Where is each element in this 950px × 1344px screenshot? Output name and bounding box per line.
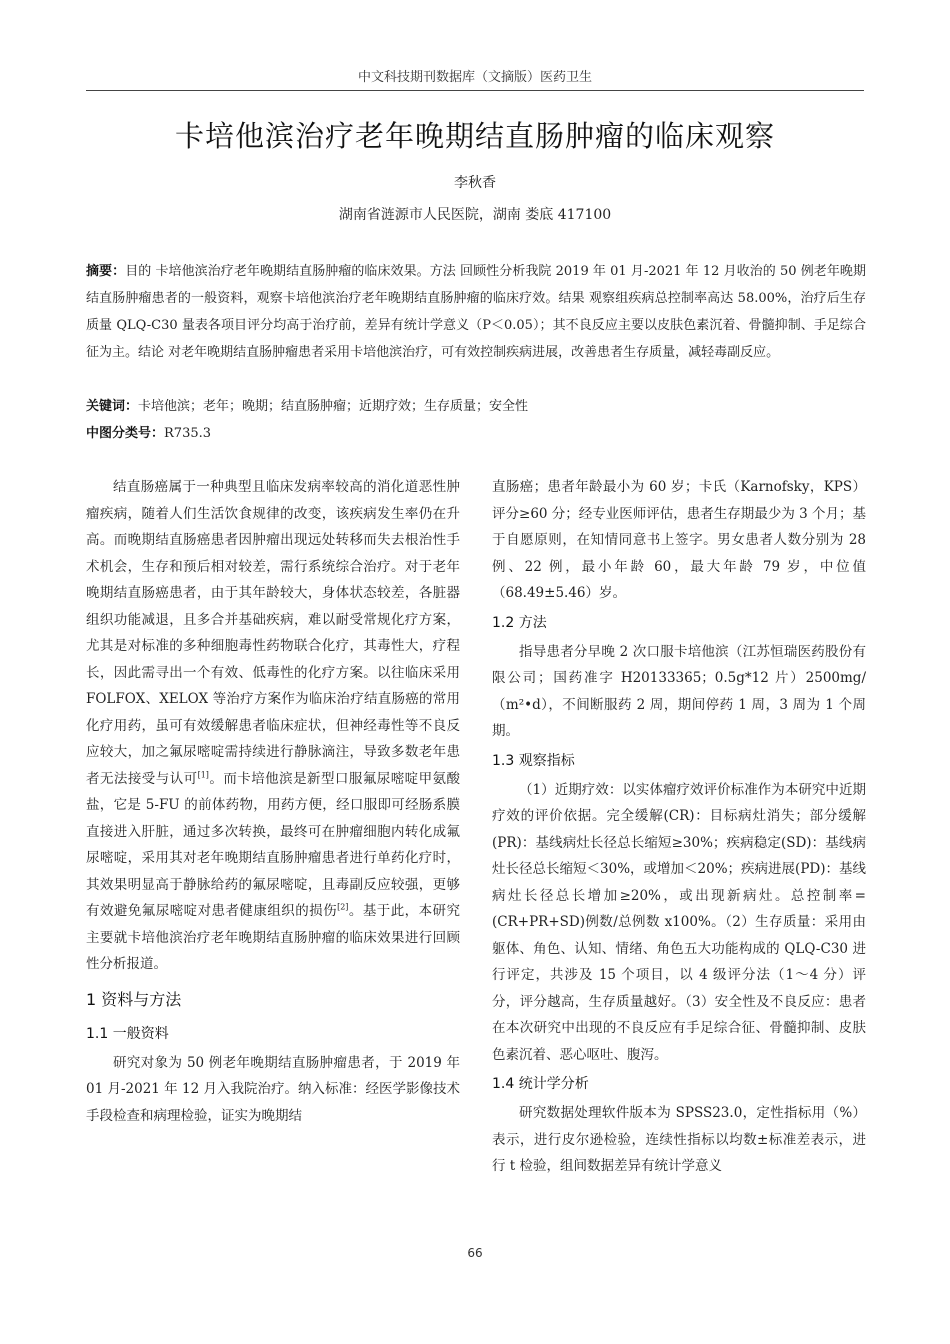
keywords-text: 卡培他滨；老年；晚期；结直肠肿瘤；近期疗效；生存质量；安全性 (138, 399, 529, 414)
keywords (86, 393, 866, 420)
intro-text-part3: 。基于此，本研究主要就卡培他滨治疗老年晚期结直肠肿瘤的临床效果进行回顾性分析报道。 (86, 903, 461, 972)
abstract (86, 258, 866, 366)
citation-2: [2] (337, 902, 349, 912)
clc-text: R735.3 (164, 426, 212, 441)
left-column (86, 474, 460, 1129)
general-data-paragraph: 研究对象为 50 例老年晚期结直肠肿瘤患者，于 2019 年 01 月-2021 年 12 月入我院治疗。纳入标准：经医学影像技术手段检查和病理检验，证实为晚期结 (86, 1054, 460, 1124)
abstract-text: 目的 卡培他滨治疗老年晚期结直肠肿瘤的临床效果。方法 回顾性分析我院 2019 年 01 月-2021 年 12 月收治的 50 例老年晚期结直肠肿瘤患者的一般资料，观察卡培他滨治疗老年晚期结直肠肿瘤的临床疗效。结果 观察组疾病总控制率高达 58.00%，治疗后生存质量 QLQ-C30 量表各项目评分均高于治疗前，差异有统计学意义（P＜0.05）；其不良反应主要以皮肤色素沉着、骨髓抑制、手足综合征为主。结论 对老年晚期结直肠肿瘤患者采用卡培他滨治疗，可有效控制疾病进展，改善患者生存质量，减轻毒副反应。 (86, 264, 866, 360)
section-heading-1-1: 1.1 一般资料 (86, 1025, 169, 1042)
article-affiliation: 湖南省涟源市人民医院，湖南 娄底 417100 (338, 207, 612, 223)
section-heading-1-3: 1.3 观察指标 (492, 752, 575, 769)
clc-label: 中图分类号： (86, 426, 165, 441)
section-heading-1: 1 资料与方法 (86, 989, 182, 1009)
intro-text-part2: 。而卡培他滨是新型口服氟尿嘧啶甲氨酸盐，它是 5-FU 的前体药物，用药方便，经口服即可经肠系膜直接进入肝脏，通过多次转换，最终可在肿瘤细胞内转化成氟尿嘧啶，采用其对老年晚期结直肠肿瘤患者进行单药化疗时，其效果明显高于静脉给药的氟尿嘧啶，且毒副反应较强，更够有效避免氟尿嘧啶对患者健康组织的损伤 (86, 770, 461, 919)
general-data-continued: 直肠癌；患者年龄最小为 60 岁；卡氏（Karnofsky，KPS）评分≥60 分；经专业医师评估，患者生存期最少为 3 个月；基于自愿原则，在知情同意书上签字。男女患者人数分别为 28 例、22 例，最小年龄 60，最大年龄 79 岁，中位值（68.49±5.46）岁。 (492, 479, 866, 601)
classification-number (86, 420, 866, 447)
keywords-label: 关键词： (86, 399, 139, 414)
page-number: 66 (467, 1246, 483, 1260)
method-paragraph: 指导患者分早晚 2 次口服卡培他滨（江苏恒瑞医药股份有限公司；国药准字 H20133365；0.5g*12 片）2500mg/（m²•d），不间断服药 2 周，期间停药 1 周，3 周为 1 个周期。 (492, 643, 866, 739)
section-heading-1-2: 1.2 方法 (492, 614, 547, 631)
indicators-paragraph: （1）近期疗效：以实体瘤疗效评价标准作为本研究中近期疗效的评价依据。完全缓解(CR)：目标病灶消失；部分缓解(PR)：基线病灶长径总长缩短≥30%；疾病稳定(SD)：基线病灶长径总长缩短＜30%，或增加＜20%；疾病进展(PD)：基线病灶长径总长增加≥20%，或出现新病灶。总控制率=(CR+PR+SD)例数/总例数 x100%。（2）生存质量：采用由躯体、角色、认知、情绪、角色五大功能构成的 QLQ-C30 进行评定，共涉及 15 个项目，以 4 级评分法（1～4 分）评分，评分越高，生存质量越好。（3）安全性及不良反应：患者在本次研究中出现的不良反应有手足综合征、骨髓抑制、皮肤色素沉着、恶心呕吐、腹泻。 (492, 781, 866, 1063)
intro-text-part1: 结直肠癌属于一种典型且临床发病率较高的消化道恶性肿瘤疾病，随着人们生活饮食规律的改变，该疾病发生率仍在升高。而晚期结直肠癌患者因肿瘤出现远处转移而失去根治性手术机会，生存和预后相对较差，需行系统综合治疗。对于老年晚期结直肠癌患者，由于其年龄较大，身体状态较差，各脏器组织功能减退，且多合并基础疾病，难以耐受常规化疗方案，尤其是对标准的多种细胞毒性药物联合化疗，其毒性大，疗程长，因此需寻出一个有效、低毒性的化疗方案。以往临床采用 FOLFOX、XELOX 等治疗方案作为临床治疗结直肠癌的常用化疗用药，虽可有效缓解患者临床症状，但神经毒性等不良反应较大，加之氟尿嘧啶需持续进行静脉滴注，导致多数老年患者无法接受与认可 (86, 479, 460, 787)
journal-header: 中文科技期刊数据库（文摘版）医药卫生 (357, 70, 592, 85)
section-heading-1-4: 1.4 统计学分析 (492, 1076, 589, 1092)
abstract-label: 摘要： (86, 264, 126, 279)
citation-1: [1] (197, 770, 209, 779)
header-divider (86, 90, 864, 91)
article-title: 卡培他滨治疗老年晚期结直肠肿瘤的临床观察 (174, 119, 775, 153)
statistics-paragraph: 研究数据处理软件版本为 SPSS23.0，定性指标用（%）表示，进行皮尔逊检验，连续性指标以均数±标准差表示，进行 t 检验，组间数据差异有统计学意义 (492, 1105, 866, 1174)
article-author: 李秋香 (454, 175, 496, 191)
right-column (492, 474, 866, 1180)
intro-paragraph (86, 474, 460, 978)
